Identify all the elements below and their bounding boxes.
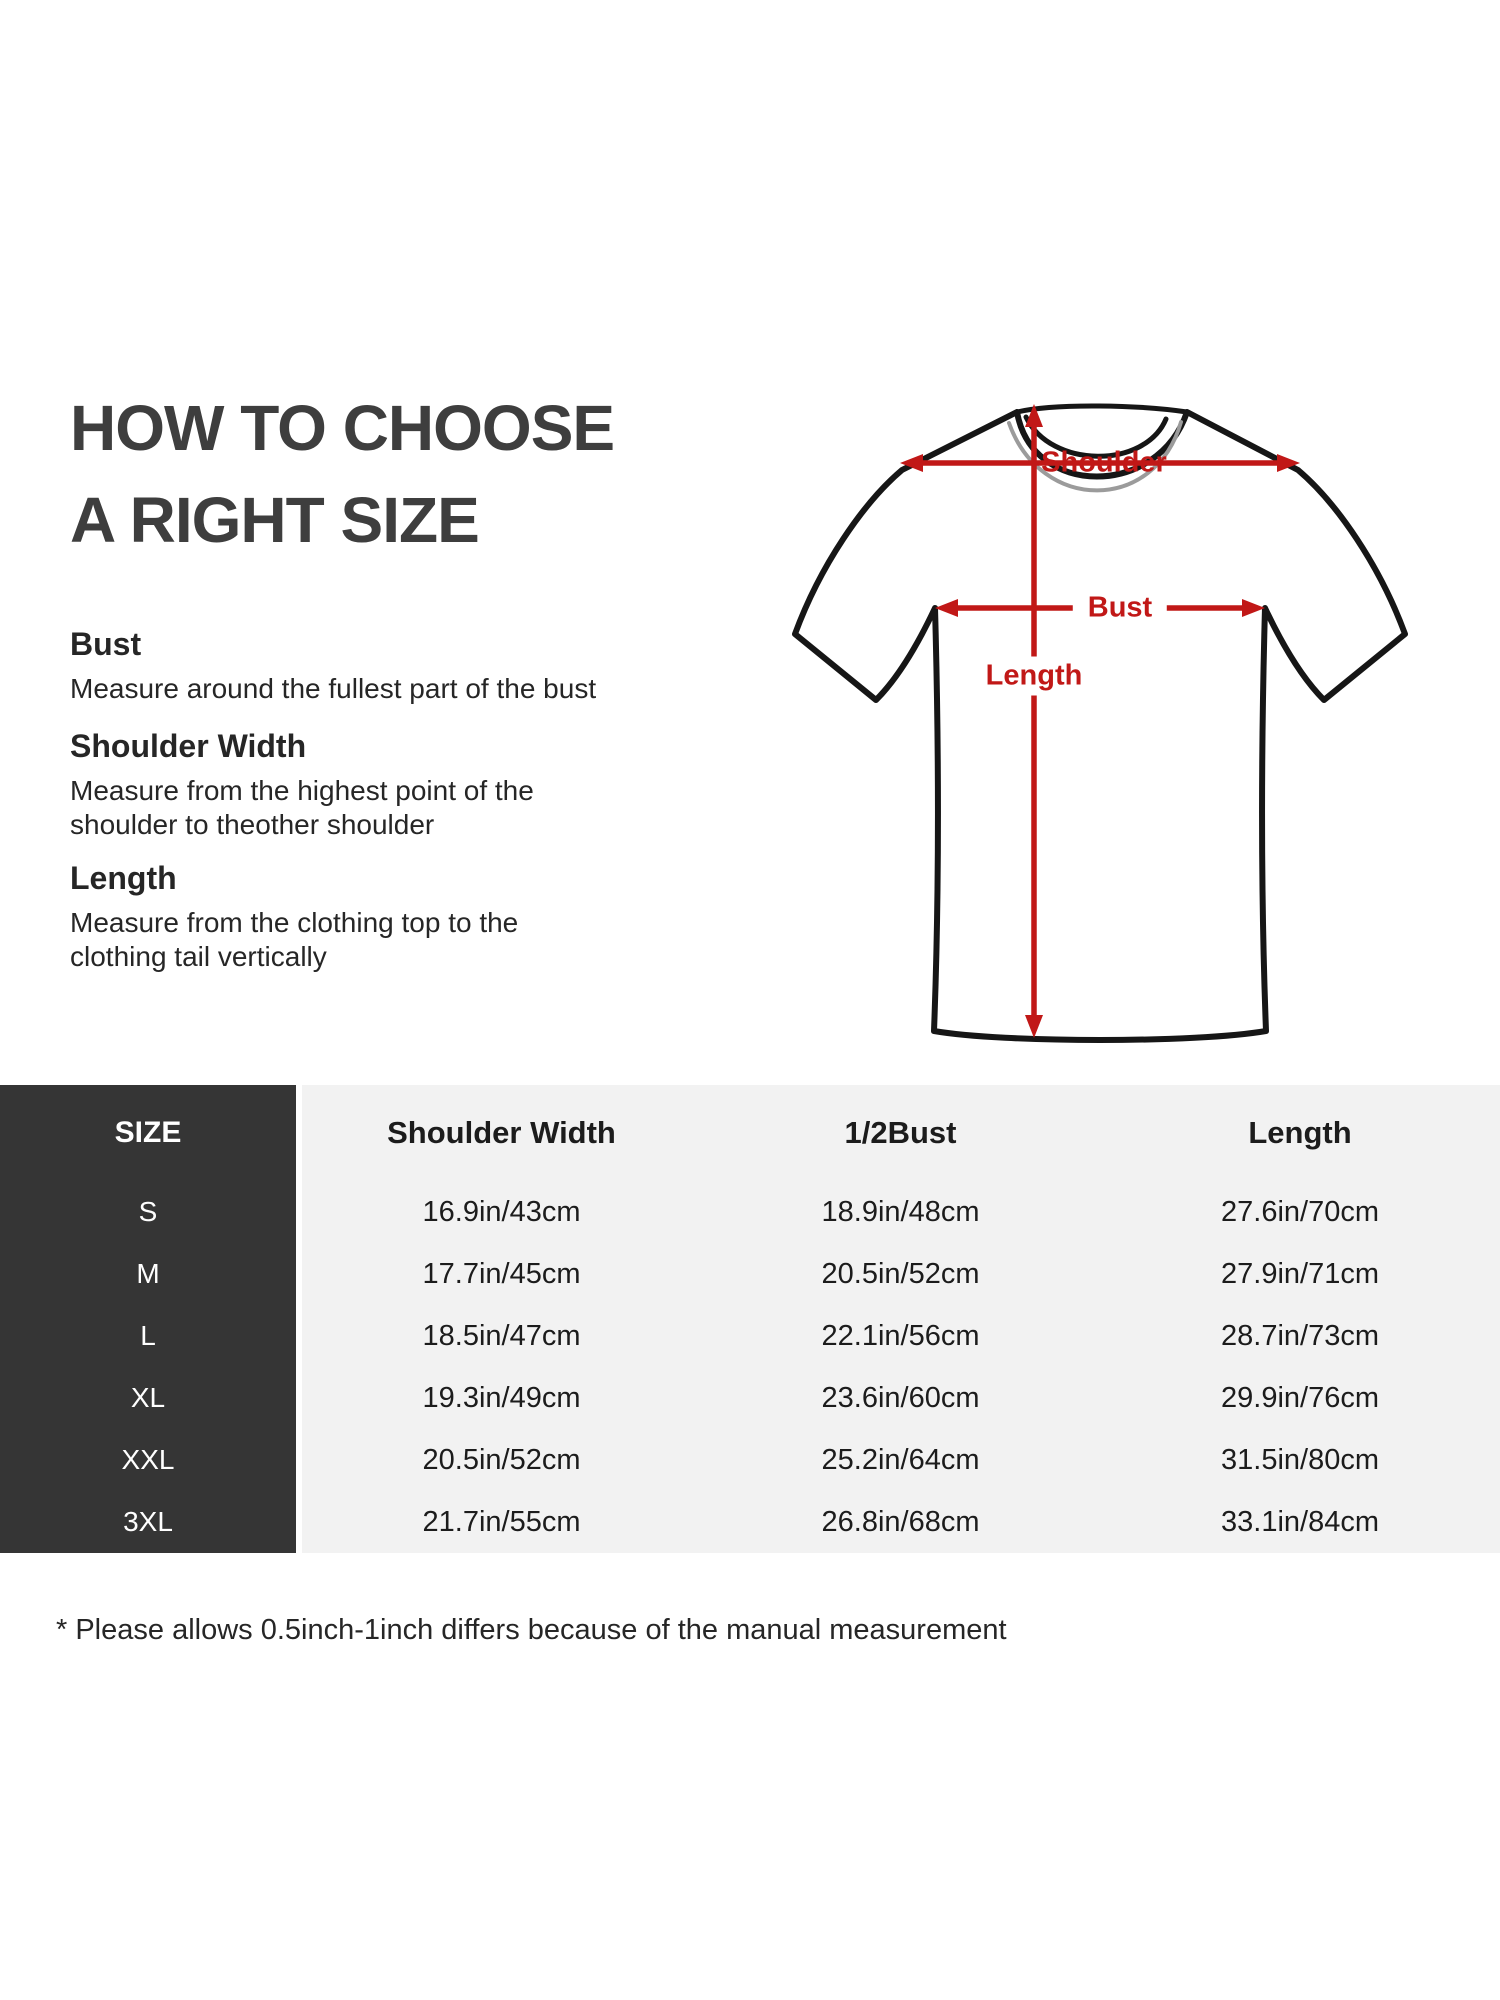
table-cell: 27.9in/71cm	[1100, 1243, 1500, 1305]
collar-top-edge	[1017, 406, 1187, 412]
instruction-bust	[70, 624, 710, 706]
table-cell: 19.3in/49cm	[302, 1367, 701, 1429]
size-label: M	[0, 1243, 302, 1305]
instruction-bust-heading: Bust	[70, 626, 142, 662]
table-header-shoulder-width: Shoulder Width	[302, 1085, 701, 1181]
table-cell: 16.9in/43cm	[302, 1181, 701, 1243]
table-cell: 25.2in/64cm	[701, 1429, 1100, 1491]
size-label: L	[0, 1305, 302, 1367]
measurement-disclaimer: * Please allows 0.5inch-1inch differs because of the manual measurement	[56, 1614, 1007, 1646]
size-table	[0, 1085, 1500, 1553]
size-label: S	[0, 1181, 302, 1243]
table-cell: 21.7in/55cm	[302, 1491, 701, 1553]
page-title-line2: A RIGHT SIZE	[70, 484, 479, 556]
table-cell: 28.7in/73cm	[1100, 1305, 1500, 1367]
table-header-length: Length	[1100, 1085, 1500, 1181]
bust-arrow-label: Bust	[1073, 590, 1167, 627]
table-cell: 22.1in/56cm	[701, 1305, 1100, 1367]
page-title	[70, 382, 614, 566]
tshirt-measurement-diagram	[760, 370, 1500, 1070]
size-label: XL	[0, 1367, 302, 1429]
table-cell: 20.5in/52cm	[701, 1243, 1100, 1305]
instruction-shoulder-width: Shoulder Width Measure from the highest point of the shoulder to theother shoulder	[70, 726, 710, 842]
table-header-half-bust: 1/2Bust	[701, 1085, 1100, 1181]
page-title-line1: HOW TO CHOOSE	[70, 392, 615, 464]
size-label: 3XL	[0, 1491, 302, 1553]
instruction-shoulder-width-text: Measure from the highest point of the	[70, 775, 534, 806]
instruction-length: Length Measure from the clothing top to the clothing tail vertically	[70, 858, 710, 974]
table-cell: 26.8in/68cm	[701, 1491, 1100, 1553]
table-cell: 18.5in/47cm	[302, 1305, 701, 1367]
instruction-length-text: Measure from the clothing top to the	[70, 907, 519, 938]
tshirt-outline	[795, 412, 1405, 1040]
table-header-size: SIZE	[0, 1085, 302, 1181]
instruction-bust-text: Measure around the fullest part of the bust	[70, 673, 597, 704]
table-cell: 20.5in/52cm	[302, 1429, 701, 1491]
instruction-shoulder-width-heading: Shoulder Width	[70, 728, 307, 764]
table-cell: 29.9in/76cm	[1100, 1367, 1500, 1429]
size-label: XXL	[0, 1429, 302, 1491]
table-cell: 31.5in/80cm	[1100, 1429, 1500, 1491]
table-cell: 18.9in/48cm	[701, 1181, 1100, 1243]
length-arrow-label: Length	[977, 657, 1092, 696]
shoulder-arrow-label: Shoulder	[1041, 446, 1167, 479]
table-cell: 27.6in/70cm	[1100, 1181, 1500, 1243]
table-cell: 33.1in/84cm	[1100, 1491, 1500, 1553]
table-cell: 23.6in/60cm	[701, 1367, 1100, 1429]
instruction-length-heading: Length	[70, 860, 177, 896]
table-cell: 17.7in/45cm	[302, 1243, 701, 1305]
